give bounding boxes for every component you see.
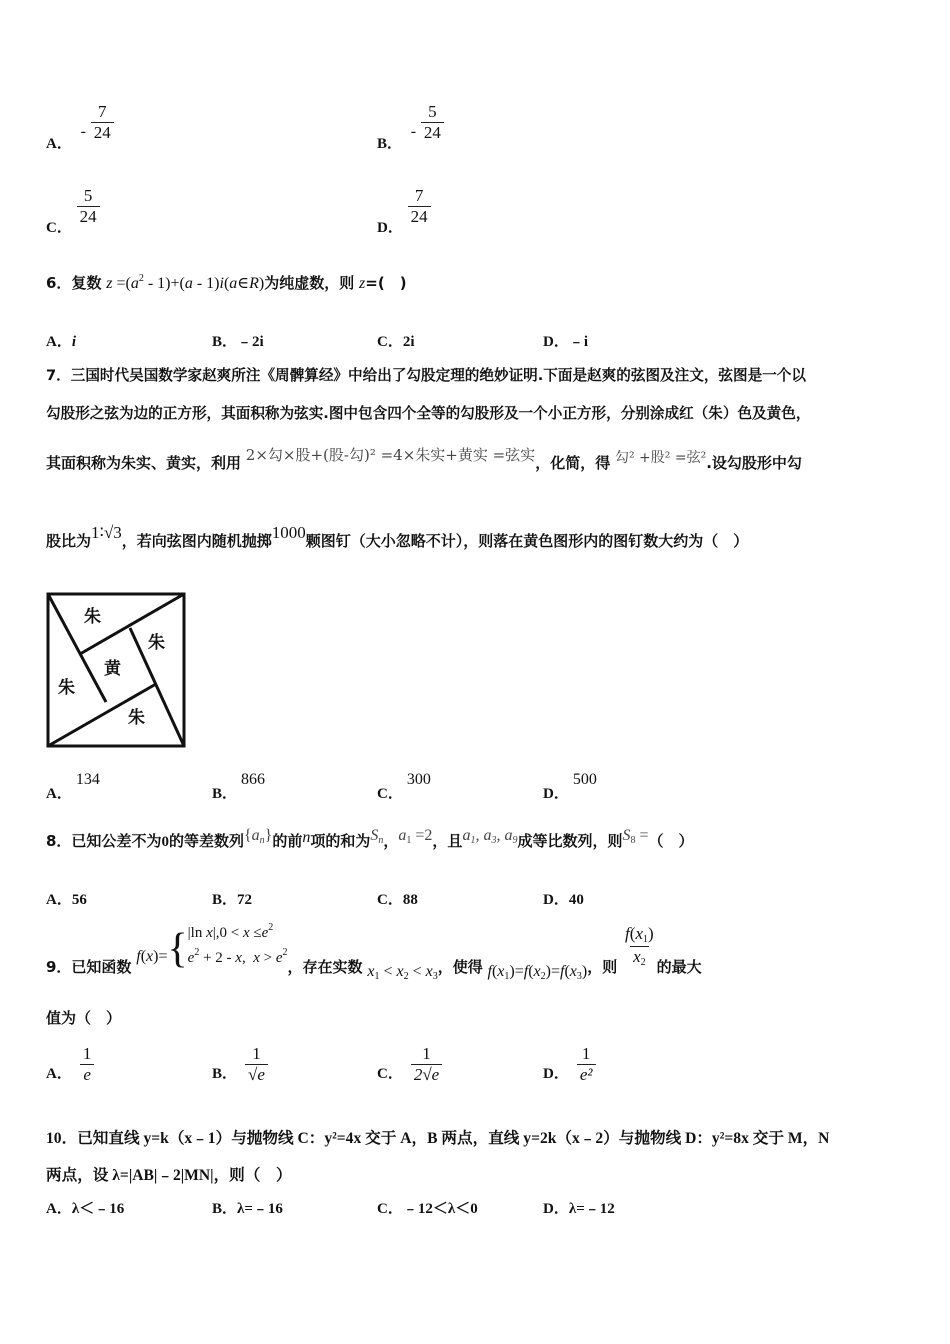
option-value: λ＜﹣16 <box>71 1201 125 1217</box>
q7-line-2: 勾股形之弦为边的正方形，其面积称为弦实.图中包含四个全等的勾股形及一个小正方形，分别涂成红（朱）色及黄色， <box>46 405 811 422</box>
question-text: ，使得 <box>437 958 483 976</box>
fraction: $\frac{7}{24}$ <box>91 102 114 142</box>
question-text: ，且 <box>432 832 463 850</box>
question-text: 为纯虚数，则 <box>264 274 355 292</box>
x-order: $x_1 < x_2 < x_3$ <box>367 963 438 982</box>
question-text: =( ) <box>365 274 407 292</box>
var-n: n <box>302 829 311 846</box>
question-text: 9．已知函数 <box>46 958 132 976</box>
question-text: 8．已知公差不为 <box>46 832 162 850</box>
option-value: i <box>71 334 77 350</box>
option-label: D． <box>543 892 569 908</box>
q10-option-a[interactable] <box>46 1197 124 1218</box>
fraction: $\frac{1}{e}$ <box>80 1044 95 1084</box>
label-zhu-right: 朱 <box>148 633 165 653</box>
q7-line-3 <box>46 446 802 473</box>
question-text: 复数 <box>71 274 102 292</box>
label-zhu-bottom: 朱 <box>128 708 145 728</box>
fraction: $\frac{1}{√e}$ <box>245 1044 268 1084</box>
q10-option-c[interactable] <box>377 1197 478 1218</box>
xian-diagram <box>46 592 186 748</box>
a1-eq-2: $a_1 =2$ <box>398 827 433 846</box>
formula-gougu-theorem: 勾² +股² =弦² <box>614 450 707 466</box>
q6-option-c[interactable] <box>377 330 415 351</box>
q5-option-a[interactable] <box>46 102 114 153</box>
q10-line-1: 10．已知直线 y=k（x﹣1）与抛物线 C：y²=4x 交于 A，B 两点，直线 y=2k（x﹣2）与抛物线 D：y²=8x 交于 M，N <box>46 1130 830 1147</box>
formula-gougu-expansion: 2×勾×股+(股-勾)² =4×朱实+黄实 =弦实 <box>245 446 536 464</box>
option-value: 866 <box>241 771 266 788</box>
label-zhu-left: 朱 <box>58 678 75 698</box>
fraction: $\frac{5}{24}$ <box>421 102 444 142</box>
option-label: A． <box>46 892 72 908</box>
q8-option-b[interactable] <box>212 888 252 909</box>
q9-stem <box>46 920 702 980</box>
question-text: 0 <box>161 834 169 850</box>
option-label: A． <box>46 786 72 802</box>
question-text: 的等差数列 <box>168 832 244 850</box>
q7-option-c[interactable] <box>377 768 431 802</box>
question-text: ，若向弦图内随机抛掷 <box>121 532 272 550</box>
option-label: C． <box>46 220 72 237</box>
option-label: A． <box>46 1066 72 1083</box>
option-value: λ=﹣12 <box>568 1201 615 1217</box>
option-value: λ=﹣16 <box>237 1201 283 1217</box>
option-label: B． <box>212 786 238 802</box>
q9-option-b[interactable] <box>212 1044 268 1084</box>
q7-line-1: 7．三国时代吴国数学家赵爽所注《周髀算经》中给出了勾股定理的绝妙证明.下面是赵爽的弦图及注文，弦图是一个以 <box>46 367 806 384</box>
question-text: 其面积称为朱实、黄实，利用 <box>46 454 242 472</box>
minus-sign: - <box>410 123 417 141</box>
option-label: C． <box>377 892 403 908</box>
q9-option-d[interactable] <box>543 1044 596 1084</box>
q5-option-d[interactable] <box>377 186 431 237</box>
formula-z: $z =(a^2 - 1)+(a$ - 1)i(a∈R) <box>106 273 265 292</box>
question-text: 成等比数列，则 <box>517 832 623 850</box>
fraction: $\frac{1}{2√e}$ <box>411 1044 442 1084</box>
option-label: C． <box>377 1066 403 1083</box>
q7-option-a[interactable] <box>46 768 100 802</box>
q8-option-d[interactable] <box>543 888 584 909</box>
q8-option-a[interactable] <box>46 888 87 909</box>
option-label: B． <box>212 1066 238 1083</box>
option-value: ﹣2i <box>237 334 264 350</box>
seq-an: $\{a_n\}$ <box>243 827 273 846</box>
question-text: ， <box>383 832 399 850</box>
q5-option-b[interactable] <box>377 102 444 153</box>
fraction: $\frac{5}{24}$ <box>77 186 100 226</box>
option-value: 134 <box>75 771 100 788</box>
question-text: 的最大 <box>656 958 702 976</box>
q8-option-c[interactable] <box>377 888 418 909</box>
ratio: 1∶√3 <box>91 523 122 542</box>
option-label: B． <box>212 334 238 350</box>
q5-option-c[interactable] <box>46 186 100 237</box>
s8-eq: $S_8$ = <box>622 827 649 846</box>
option-label: C． <box>377 334 403 350</box>
f-equal: $f(x_1)=f(x_2)=f(x_3)$ <box>487 963 588 982</box>
option-label: D． <box>377 220 403 237</box>
question-text: 的前 <box>272 832 303 850</box>
question-text: 颗图钉（大小忽略不计），则落在黄色图形内的图钉数大约为（ ） <box>305 532 749 550</box>
ratio-fraction: $\frac{f(x_1)}{x_2}$ <box>625 924 654 968</box>
question-text: （ ） <box>648 832 694 850</box>
fraction: $\frac{7}{24}$ <box>408 186 431 226</box>
question-text: ，存在实数 <box>287 958 363 976</box>
question-text: 股比为 <box>46 532 92 550</box>
option-label: A． <box>46 136 72 153</box>
question-text: ，则 <box>587 958 618 976</box>
option-value: 40 <box>568 892 584 908</box>
q7-option-b[interactable] <box>212 768 266 802</box>
option-value: ﹣i <box>568 334 589 350</box>
geo-terms: $a_1$, $a_3$, $a_9$ <box>462 827 518 846</box>
q9-stem-end: 值为（ ） <box>46 1009 122 1027</box>
option-value: 56 <box>71 892 87 908</box>
fraction: $\frac{1}{\text{e²}}$ <box>577 1044 596 1084</box>
option-label: D． <box>543 334 569 350</box>
option-value: 88 <box>402 892 418 908</box>
count: 1000 <box>271 523 306 542</box>
option-label: C． <box>377 786 403 802</box>
piecewise-function: f(x)={ |ln $x|,0 < x \le e^2$ $e^2 + 2 - x$, $x > e^2$ <box>136 922 288 972</box>
option-label: A． <box>46 334 72 350</box>
q6-stem <box>46 272 407 293</box>
q10-option-b[interactable] <box>212 1197 283 1218</box>
q10-option-d[interactable] <box>543 1197 615 1218</box>
option-label: B． <box>377 136 403 153</box>
q9-option-c[interactable] <box>377 1044 442 1084</box>
var-z: z <box>359 275 366 292</box>
q9-option-a[interactable] <box>46 1044 94 1084</box>
label-huang: 黄 <box>104 659 121 679</box>
option-value: 2i <box>402 334 415 350</box>
option-value: ﹣12＜λ＜0 <box>402 1201 478 1217</box>
q7-option-d[interactable] <box>543 768 597 802</box>
option-value: 300 <box>406 771 431 788</box>
question-text: .设勾股形中勾 <box>706 454 802 472</box>
option-label: A． <box>46 1201 72 1217</box>
option-label: B． <box>212 892 238 908</box>
q6-option-b[interactable] <box>212 330 264 351</box>
option-label: D． <box>543 1201 569 1217</box>
question-number: 6． <box>46 274 72 292</box>
option-value: 72 <box>237 892 253 908</box>
option-value: 500 <box>572 771 597 788</box>
minus-sign: - <box>80 123 86 141</box>
q6-option-a[interactable] <box>46 330 76 351</box>
option-label: D． <box>543 786 569 802</box>
option-label: C． <box>377 1201 403 1217</box>
var-sn: $S_n$ <box>370 827 384 846</box>
label-zhu-top: 朱 <box>84 607 101 627</box>
q10-line-2: 两点，设 λ=|AB|﹣2|MN|，则（ ） <box>46 1167 292 1184</box>
q7-line-4 <box>46 523 749 551</box>
option-label: B． <box>212 1201 238 1217</box>
q6-option-d[interactable] <box>543 330 588 351</box>
question-text: 项的和为 <box>310 832 371 850</box>
question-text: ，化简，得 <box>535 454 611 472</box>
q8-stem <box>46 827 694 852</box>
option-label: D． <box>543 1066 569 1083</box>
